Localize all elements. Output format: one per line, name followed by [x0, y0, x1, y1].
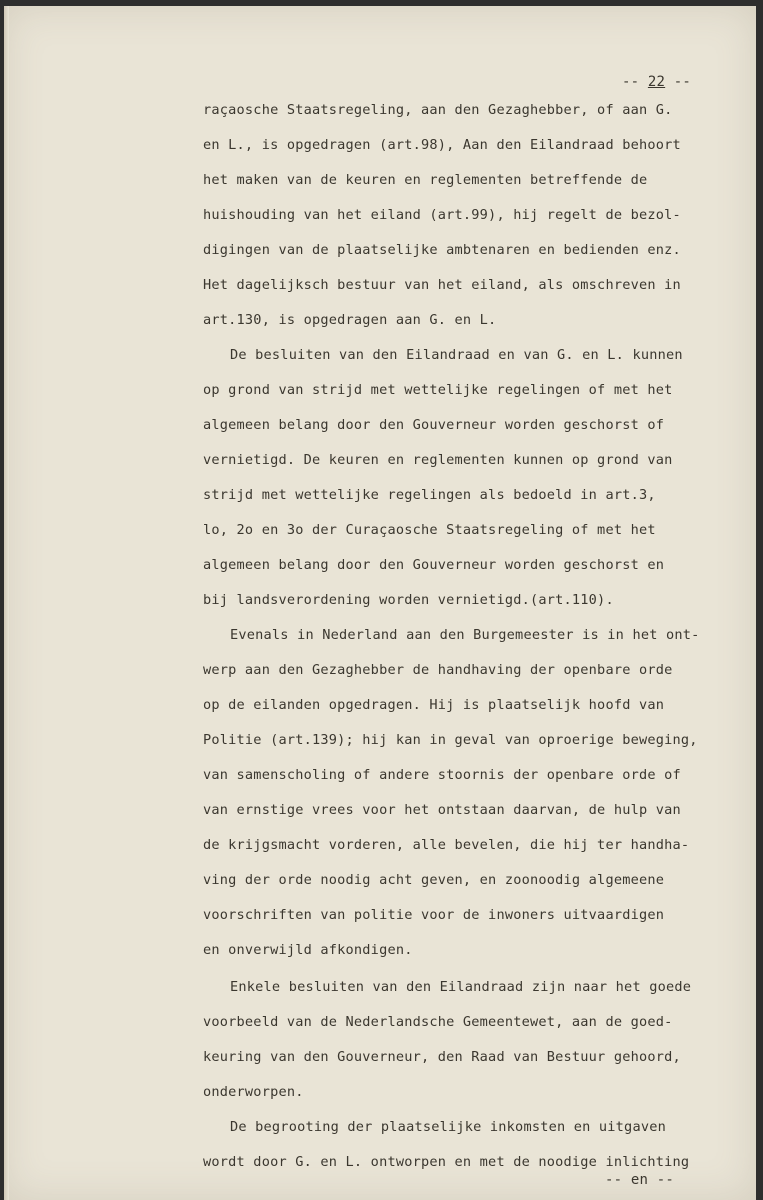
document-page	[4, 6, 756, 1200]
text-line: De besluiten van den Eilandraad en van G. en L. kunnen	[230, 347, 683, 363]
text-line: voorschriften van politie voor de inwoners uitvaardigen	[203, 907, 665, 923]
text-line: op de eilanden opgedragen. Hij is plaatselijk hoofd van	[203, 697, 665, 713]
page-number-prefix: --	[622, 74, 648, 90]
text-line: algemeen belang door den Gouverneur worden geschorst en	[203, 557, 665, 573]
text-line: huishouding van het eiland (art.99), hij regelt de bezol-	[203, 207, 681, 223]
page-number-value: 22	[647, 74, 666, 90]
text-line: Politie (art.139); hij kan in geval van oproerige beweging,	[203, 732, 698, 748]
catchword: -- en --	[605, 1172, 675, 1188]
text-line: en onverwijld afkondigen.	[203, 942, 413, 958]
text-line: lo, 2o en 3o der Curaçaosche Staatsregeling of met het	[203, 522, 656, 538]
text-line: Evenals in Nederland aan den Burgemeester is in het ont-	[230, 627, 700, 643]
text-line: op grond van strijd met wettelijke regelingen of met het	[203, 382, 673, 398]
text-line: van samenscholing of andere stoornis der openbare orde of	[203, 767, 681, 783]
text-line: raçaosche Staatsregeling, aan den Gezaghebber, of aan G.	[203, 102, 673, 118]
text-line: Het dagelijksch bestuur van het eiland, als omschreven in	[203, 277, 681, 293]
text-line: voorbeeld van de Nederlandsche Gemeentewet, aan de goed-	[203, 1014, 673, 1030]
text-line: onderworpen.	[203, 1084, 304, 1100]
text-line: digingen van de plaatselijke ambtenaren en bedienden enz.	[203, 242, 681, 258]
text-line: vernietigd. De keuren en reglementen kunnen op grond van	[203, 452, 673, 468]
text-line: strijd met wettelijke regelingen als bedoeld in art.3,	[203, 487, 656, 503]
text-line: De begrooting der plaatselijke inkomsten en uitgaven	[230, 1119, 666, 1135]
text-line: bij landsverordening worden vernietigd.(art.110).	[203, 592, 614, 608]
text-line: en L., is opgedragen (art.98), Aan den Eilandraad behoort	[203, 137, 681, 153]
text-line: wordt door G. en L. ontworpen en met de noodige inlichting	[203, 1154, 690, 1170]
page-number	[622, 74, 691, 90]
text-line: ving der orde noodig acht geven, en zoonoodig algemeene	[203, 872, 665, 888]
text-line: algemeen belang door den Gouverneur worden geschorst of	[203, 417, 665, 433]
page-binding-edge	[4, 6, 9, 1200]
page-number-suffix: --	[665, 74, 692, 90]
text-line: art.130, is opgedragen aan G. en L.	[203, 312, 497, 328]
text-line: het maken van de keuren en reglementen betreffende de	[203, 172, 648, 188]
text-line: van ernstige vrees voor het ontstaan daarvan, de hulp van	[203, 802, 681, 818]
text-line: Enkele besluiten van den Eilandraad zijn naar het goede	[230, 979, 692, 995]
text-line: keuring van den Gouverneur, den Raad van Bestuur gehoord,	[203, 1049, 681, 1065]
text-line: de krijgsmacht vorderen, alle bevelen, die hij ter handha-	[203, 837, 690, 853]
text-line: werp aan den Gezaghebber de handhaving der openbare orde	[203, 662, 673, 678]
